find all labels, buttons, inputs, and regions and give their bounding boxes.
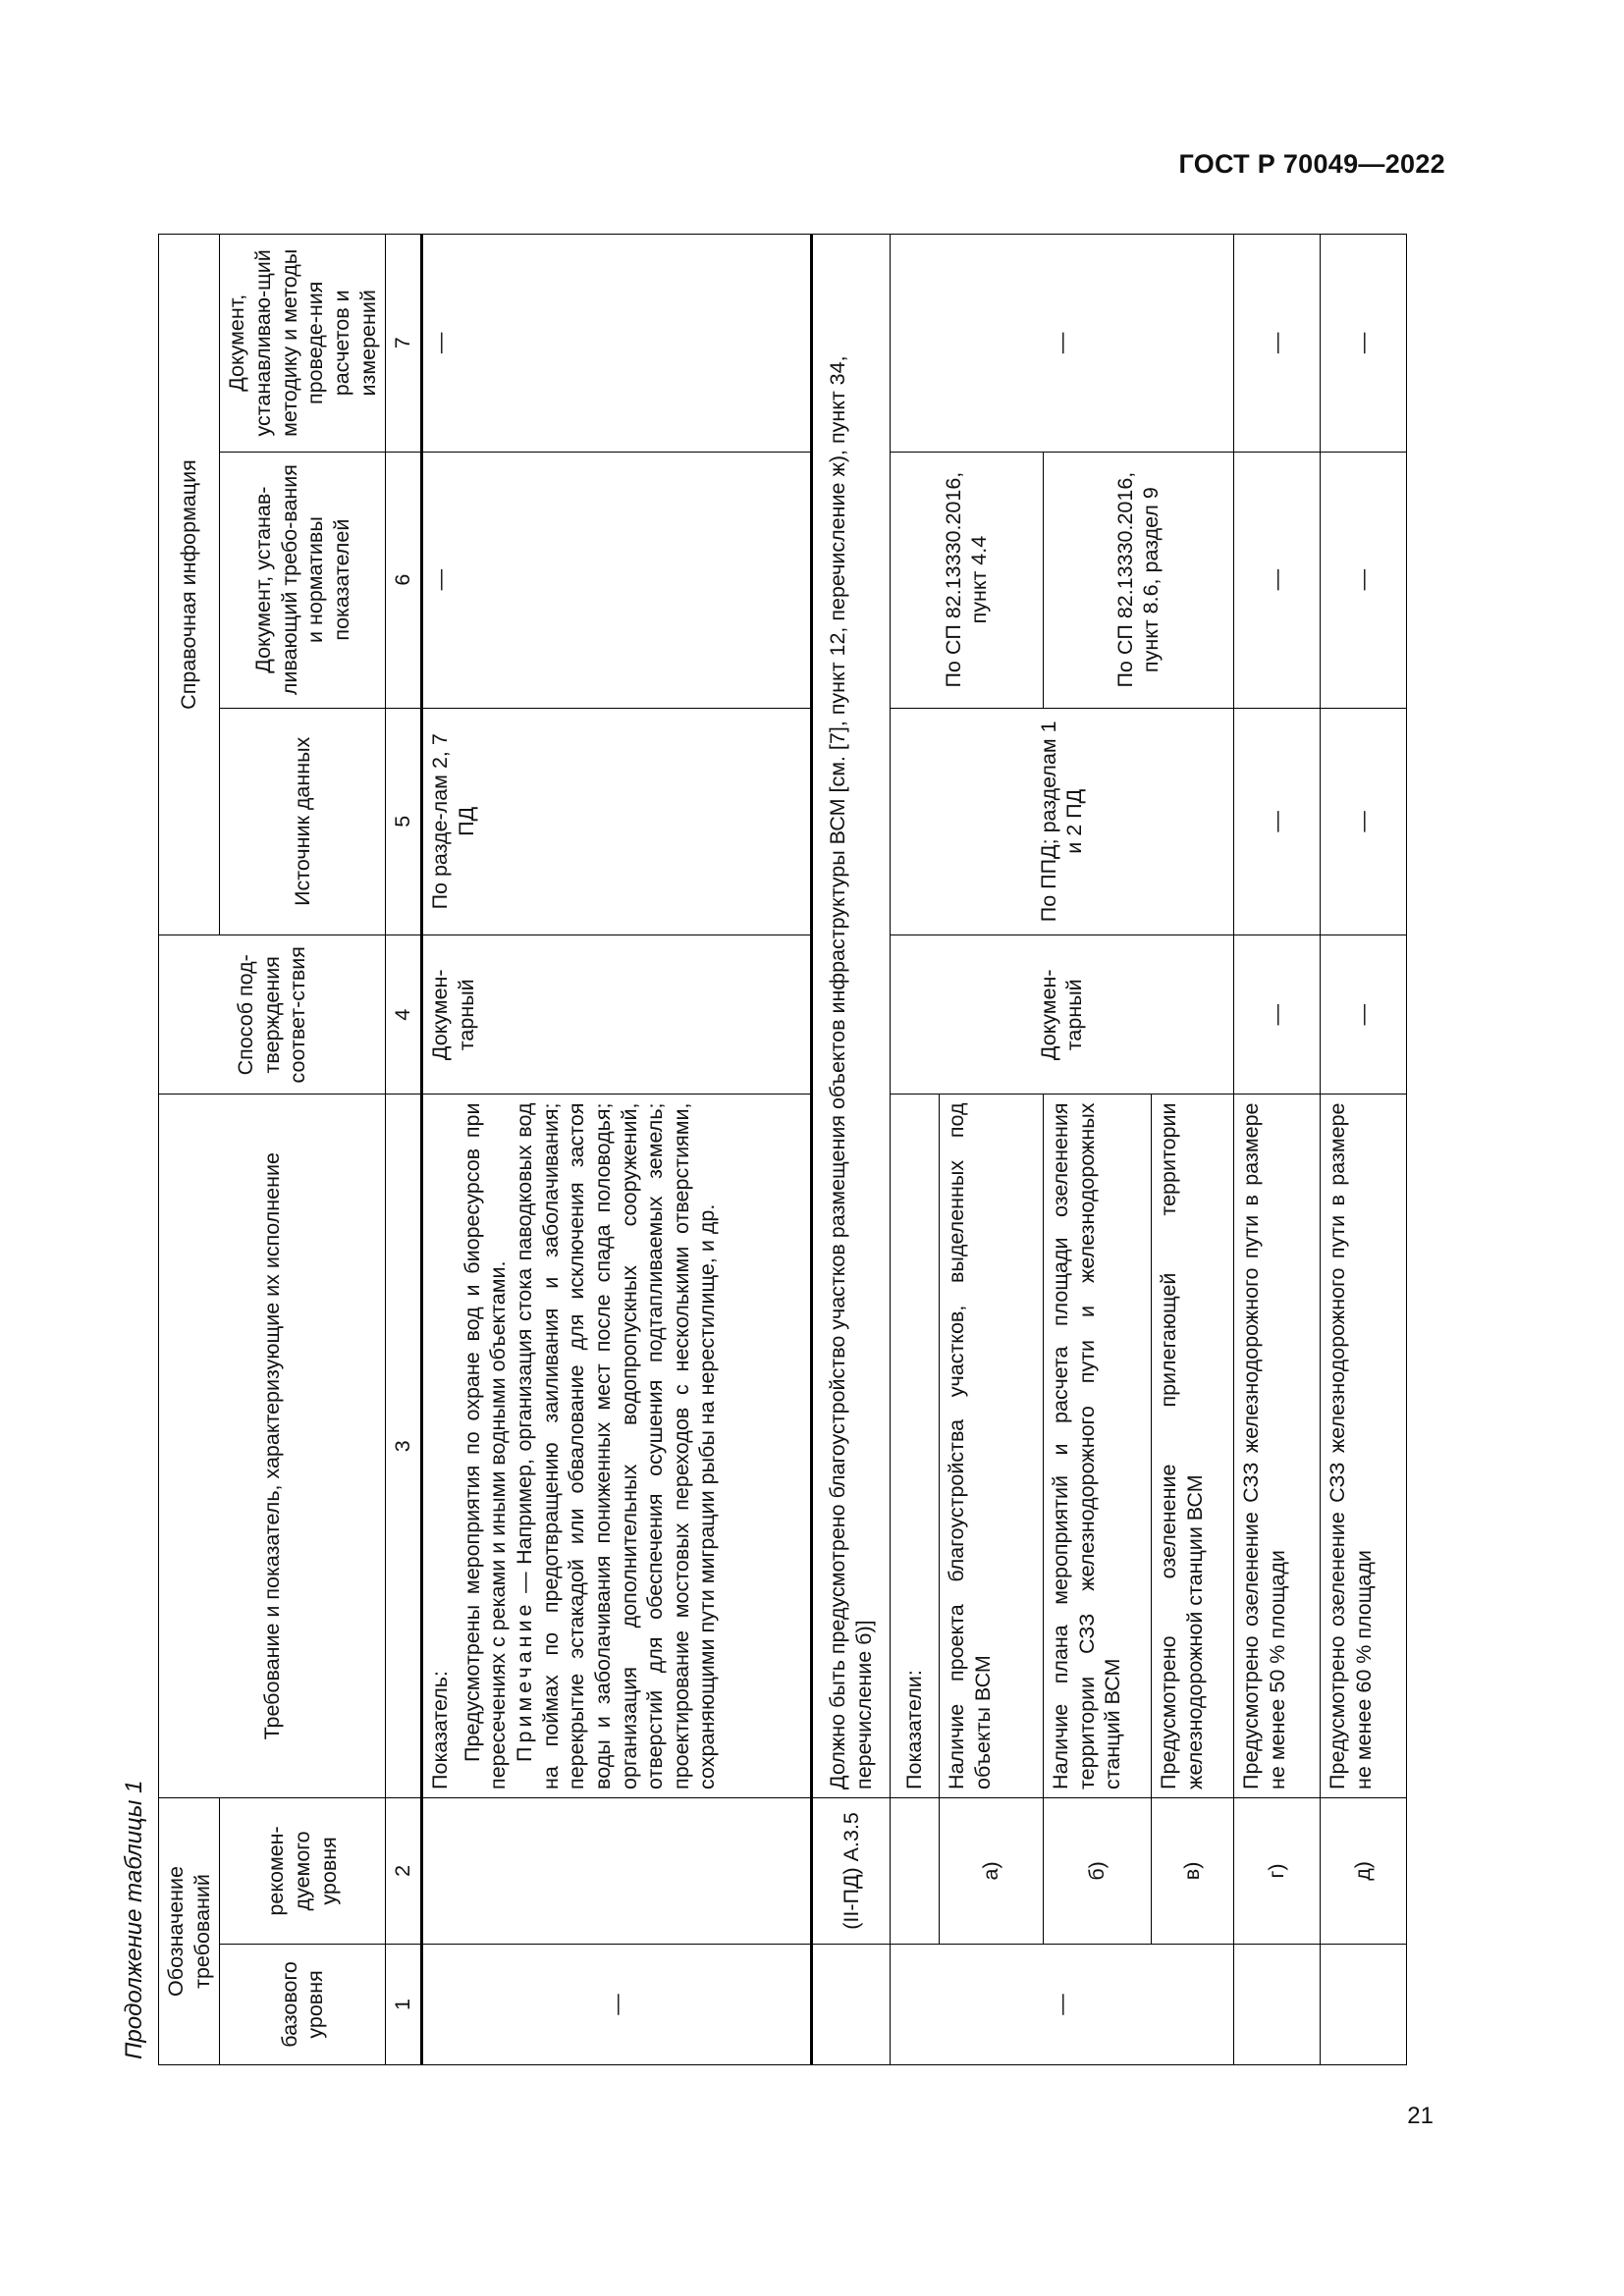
col4-header: Способ под-тверждения соответ-ствия: [159, 935, 386, 1095]
rotated-table-area: [111, 234, 1438, 2065]
col-number: 4: [386, 935, 422, 1095]
note-label: Примечание: [512, 1600, 536, 1762]
block1-method: Докумен-тарный: [421, 935, 811, 1095]
block2-base-empty: [811, 1944, 890, 2064]
block1-label: Показатель:: [427, 1671, 452, 1789]
item-letter: д): [1320, 1797, 1406, 1944]
note-text: — Например, организация стока паводковых вод на поймах по предотвращению заиливания и заболачивания; перекрытие эстакадой или обвалование для исключения застоя воды и заболачивания пониженных мест после спада половодья; организация дополнительных водопропускных сооружений, отверстий для обеспечения осушения подтапливаемых земель; проектирование мостовых переходов с несколькими отверстиями, сохраняющими пути миграции рыбы на нерестилище, и др.: [512, 1102, 720, 1789]
block2-doc7: —: [890, 235, 1233, 453]
block1-recommended-level: [421, 1797, 811, 1944]
standard-header: ГОСТ Р 70049—2022: [1178, 149, 1445, 179]
block2-doc6-a: По СП 82.13330.2016, пункт 4.4: [890, 452, 1043, 708]
block2-label: Показатели:: [890, 1095, 939, 1797]
col2-header: рекомен-дуемого уровня: [220, 1797, 386, 1944]
block2-source: По ППД; разделам 1 и 2 ПД: [890, 708, 1233, 934]
item-doc6: —: [1320, 452, 1406, 708]
item-source: —: [1320, 708, 1406, 934]
col-number: 5: [386, 708, 422, 934]
item-text: Предусмотрено озеленение СЗЗ железнодорожного пути в размере не менее 60 % площади: [1320, 1095, 1406, 1797]
item-letter: в): [1151, 1797, 1233, 1944]
item-doc6: —: [1233, 452, 1320, 708]
block1-note: [512, 1103, 721, 1789]
table-caption: Продолжение таблицы 1: [121, 1780, 147, 2059]
col-number: 3: [386, 1095, 422, 1797]
block1-text: Предусмотрены мероприятия по охране вод и биоресурсов при пересечениях с реками и иными водными объектами.: [460, 1102, 511, 1789]
col6-header: Документ, устанав-ливающий требо-вания и нормативы показателей: [220, 452, 386, 708]
item-letter: а): [939, 1797, 1043, 1944]
block2-doc6-b: По СП 82.13330.2016, пункт 8.6, раздел 9: [1043, 452, 1233, 708]
item-text: Наличие проекта благоустройства участков, выделенных под объекты ВСМ: [939, 1095, 1043, 1797]
col3-header: Требование и показатель, характеризующие их исполнение: [159, 1095, 386, 1797]
block1-base-level: —: [421, 1944, 811, 2064]
item-text: Наличие плана мероприятий и расчета площади озеленения территории СЗЗ железнодорожного пути и железнодорожных станций ВСМ: [1043, 1095, 1151, 1797]
page-number: 21: [1407, 2103, 1434, 2129]
col-number: 6: [386, 452, 422, 708]
item-base-empty: [1233, 1944, 1320, 2064]
col-number: 2: [386, 1797, 422, 1944]
block2-label-empty: [890, 1797, 939, 1944]
col5-header: Источник данных: [220, 708, 386, 934]
block1-source: По разде-лам 2, 7 ПД: [421, 708, 811, 934]
block2-code: (II-ПД) А.3.5: [811, 1797, 890, 1944]
block2-base-level: —: [890, 1944, 1233, 2064]
item-text: Предусмотрено озеленение прилегающей территории железнодорожной станции ВСМ: [1151, 1095, 1233, 1797]
item-text: Предусмотрено озеленение СЗЗ железнодорожного пути в размере не менее 50 % площади: [1233, 1095, 1320, 1797]
block2-requirement: Должно быть предусмотрено благоустройство участков размещения объектов инфраструктуры ВСМ [см. [7], пункт 12, перечисление ж), пункт 34, перечисление б)]: [811, 235, 890, 1798]
block2-method: Докумен-тарный: [890, 935, 1233, 1095]
col-number: 7: [386, 235, 422, 453]
block1-doc7: —: [421, 235, 811, 453]
col7-header: Документ, устанавливаю-щий методику и методы проведе-ния расчетов и измерений: [220, 235, 386, 453]
block1-doc6: —: [421, 452, 811, 708]
item-doc7: —: [1233, 235, 1320, 453]
item-base-empty: [1320, 1944, 1406, 2064]
item-method: —: [1320, 935, 1406, 1095]
requirements-table: [158, 234, 1407, 2065]
col-number: 1: [386, 1944, 422, 2064]
reference-group-header: Справочная информация: [159, 235, 220, 935]
item-letter: г): [1233, 1797, 1320, 1944]
designation-group-header: Обозначение требований: [159, 1797, 220, 2064]
item-method: —: [1233, 935, 1320, 1095]
item-letter: б): [1043, 1797, 1151, 1944]
item-doc7: —: [1320, 235, 1406, 453]
item-source: —: [1233, 708, 1320, 934]
block1-requirement: [421, 1095, 811, 1797]
col1-header: базового уровня: [220, 1944, 386, 2064]
